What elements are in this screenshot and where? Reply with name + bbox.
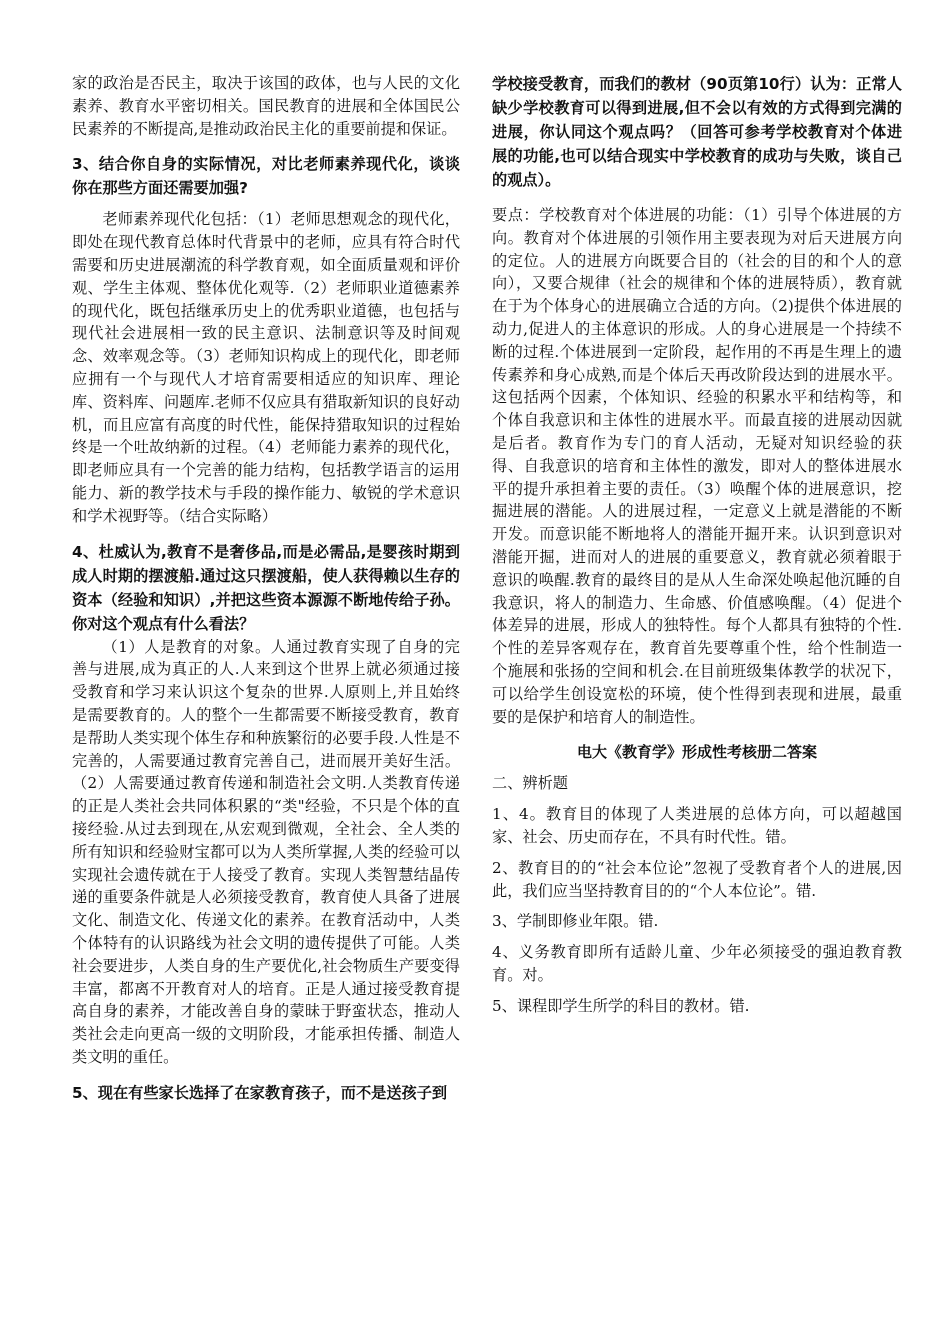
- list-item: 5、课程即学生所学的科目的教材。错.: [492, 996, 750, 1015]
- question-5-answer: 要点：学校教育对个体进展的功能：（1）引导个体进展的方向。教育对个体进展的引领作用主要表现为对后天进展方向的定位。人的进展方向既要合目的（社会的目的和个人的意向），又要合规律（社会的规律和个体的进展特质），教育就在于为个体身心的进展确立合适的方向。（2)提供个体进展的动力,促进人的主体意识的形成。人的身心进展是一个持续不断的过程.个体进展到一定阶段，起作用的不再是生理上的遗传素养和身心成熟,而是个体后天再改阶段达到的进展水平。这包括两个因素，个体知识、经验的积累水平和结构等，和个体自我意识和主体性的进展水平。而最直接的进展动因就是后者。教育作为专门的育人活动，无疑对知识经验的获得、自我意识的培育和主体性的激发，即对人的整体进展水平的提升承担着主要的责任。（3）唤醒个体的进展意识，挖掘进展的潜能。人的进展过程，一定意义上就是潜能的不断开发。而意识能不断地将人的潜能开掘开来。认识到意识对潜能开掘，进而对人的进展的重要意义，教育就必须着眼于意识的唤醒.教育的最终目的是从人生命深处唤起他沉睡的自我意识，将人的制造力、生命感、价值感唤醒。（4）促进个体差异的进展，形成人的独特性。每个人都具有独特的个性.个性的差异客观存在，教育首先要尊重个性，给个性制造一个施展和张扬的空间和机会.在目前班级集体教学的状况下，可以给学生创设宽松的环境，使个性得到表现和进展，最重要的是保护和培育人的制造性。: [492, 206, 902, 726]
- list-item: 1、4。教育目的体现了人类进展的总体方向，可以超越国家、社会、历史而存在，不具有时代性。错。: [492, 805, 902, 846]
- section-title: 电大《教育学》形成性考核册二答案: [576, 743, 817, 762]
- right-column: [492, 72, 902, 1018]
- list-item: 3、学制即修业年限。错.: [492, 912, 659, 931]
- question-4-heading: 4、杜威认为,教育不是奢侈品,而是必需品,是婴孩时期到成人时期的摆渡船.通过这只摆渡船，使人获得赖以生存的资本（经验和知识）,并把这些资本源源不断地传给子孙。你对这个观点有什么看法？: [72, 542, 460, 633]
- left-column: [72, 72, 460, 1105]
- intro-paragraph: 家的政治是否民主，取决于该国的政体，也与人民的文化素养、教育水平密切相关。国民教育的进展和全体国民公民素养的不断提高,是推动政治民主化的重要前提和保证。: [72, 74, 460, 138]
- question-5-heading-continued: 学校接受教育，而我们的教材（90页第10行）认为：正常人缺少学校教育可以得到进展,但不会以有效的方式得到完满的进展，你认同这个观点吗？（回答可参考学校教育对个体进展的功能,也可以结合现实中学校教育的成功与失败，谈自己的观点）。: [492, 75, 902, 189]
- list-item: 2、教育目的的“社会本位论”忽视了受教育者个人的进展,因此，我们应当坚持教育目的的“个人本位论”。错.: [492, 858, 902, 900]
- list-item: 4、义务教育即所有适龄儿童、少年必须接受的强迫教育教育。对。: [492, 943, 902, 984]
- question-3-heading: 3、结合你自身的实际情况，对比老师素养现代化，谈谈你在那些方面还需要加强?: [72, 155, 460, 198]
- question-4-answer: （1）人是教育的对象。人通过教育实现了自身的完善与进展,成为真正的人.人来到这个世界上就必须通过接受教育和学习来认识这个复杂的世界.人原则上,并且始终是需要教育的。人的整个一生都需要不断接受教育，教育是帮助人类实现个体生存和种族繁衍的必要手段.人性是不完善的，人需要通过教育完善自己，进而展开美好生活。（2）人需要通过教育传递和制造社会文明.人类教育传递的正是人类社会共同体积累的“类"经验，不只是个体的直接经验.从过去到现在,从宏观到微观，全社会、全人类的所有知识和经验财宝都可以为人类所掌握,人类的经验可以实现社会遗传就在于人接受了教育。实现人类智慧结晶传递的重要条件就是人必须接受教育，教育使人具备了进展文化、制造文化、传递文化的素养。在教育活动中，人类个体特有的认识路线为社会文明的遗传提供了可能。人类社会要进步，人类自身的生产要优化,社会物质生产要变得丰富，都离不开教育对人的培育。正是人通过接受教育提高自身的素养，才能改善自身的蒙昧于野蛮状态，推动人类社会走向更高一级的文明阶段，才能承担传播、制造人类文明的重任。: [72, 637, 460, 1066]
- question-5-heading-start: 5、现在有些家长选择了在家教育孩子，而不是送孩子到: [72, 1083, 448, 1102]
- section-subheading: 二、辨析题: [492, 774, 568, 793]
- question-3-answer: 老师素养现代化包括：（1）老师思想观念的现代化，即处在现代教育总体时代背景中的老师，应具有符合时代需要和历史进展潮流的科学教育观，如全面质量观和评价观、学生主体观、整体优化观等.（2）老师职业道德素养的现代化，既包括继承历史上的优秀职业道德，也包括与现代社会进展相一致的民主意识、法制意识等及时间观念、效率观念等。（3）老师知识构成上的现代化，即老师应拥有一个与现代人才培育需要相适应的知识库、理论库、资料库、问题库.老师不仅应具有猎取新知识的良好动机，而且应富有高度的时代性，能保持猎取知识的过程始终是一个吐故纳新的过程。（4）老师能力素养的现代化，即老师应具有一个完善的能力结构，包括教学语言的运用能力、新的教学技术与手段的操作能力、敏锐的学术意识和学术视野等。（结合实际略）: [72, 210, 460, 525]
